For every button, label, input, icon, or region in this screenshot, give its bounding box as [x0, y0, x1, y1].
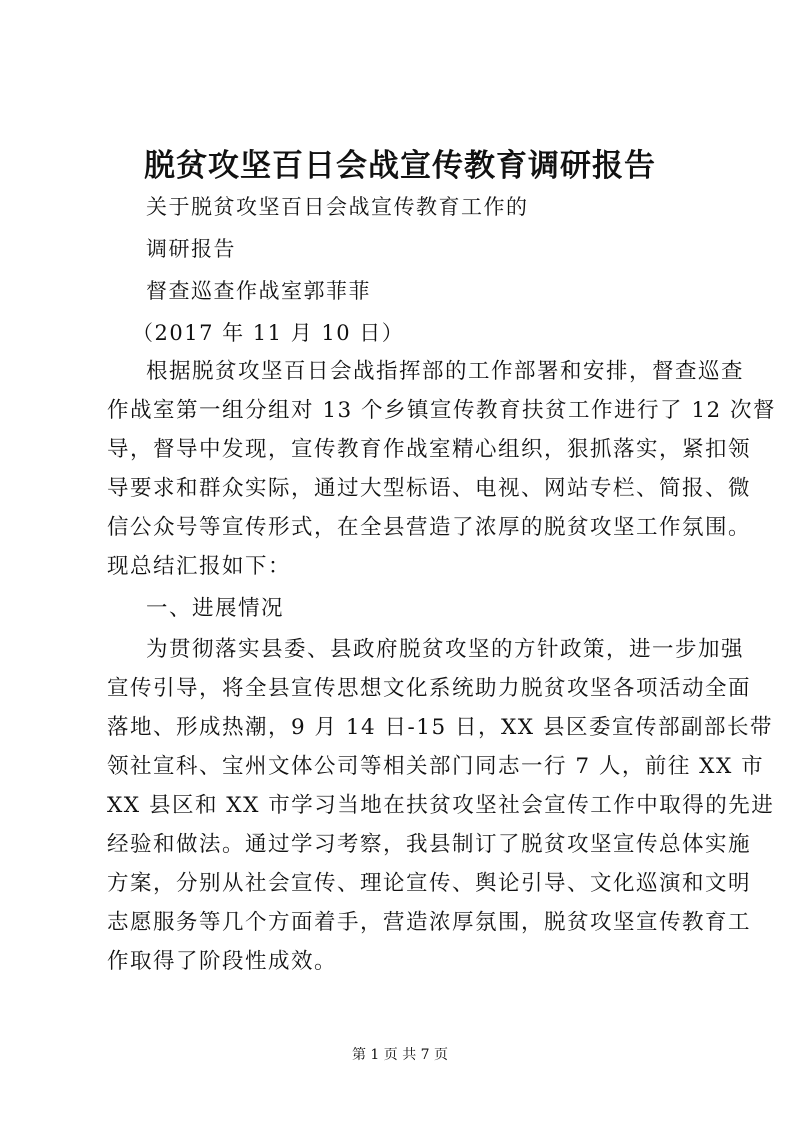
- section-1-heading: 一、进展情况: [146, 596, 285, 621]
- paragraph-1-line-1: 根据脱贫攻坚百日会战指挥部的工作部署和安排，督查巡查: [146, 359, 745, 384]
- paragraph-2-line-1: 为贯彻落实县委、县政府脱贫攻坚的方针政策，进一步加强: [146, 637, 745, 662]
- paragraph-2-line-6: 经验和做法。通过学习考察，我县制订了脱贫攻坚宣传总体实施: [107, 832, 752, 857]
- subtitle-line-2: 调研报告: [146, 237, 236, 261]
- author-line: 督查巡查作战室郭菲菲: [146, 279, 371, 303]
- paragraph-2-line-9: 作取得了阶段性成效。: [107, 949, 338, 974]
- page-footer: 第 1 页 共 7 页: [351, 1047, 449, 1063]
- paragraph-2-line-3: 落地、形成热潮，9 月 14 日-15 日，XX 县区委宣传部副部长带: [107, 715, 773, 740]
- paragraph-1-line-4: 导要求和群众实际，通过大型标语、电视、网站专栏、简报、微: [107, 476, 752, 501]
- paragraph-2-line-5: XX 县区和 XX 市学习当地在扶贫攻坚社会宣传工作中取得的先进: [107, 793, 775, 818]
- date-line: （2017 年 11 月 10 日）: [132, 321, 405, 345]
- paragraph-1-line-5: 信公众号等宣传形式，在全县营造了浓厚的脱贫攻坚工作氛围。: [107, 515, 752, 540]
- paragraph-2-line-4: 领社宣科、宝州文体公司等相关部门同志一行 7 人，前往 XX 市: [107, 754, 765, 779]
- paragraph-2-line-2: 宣传引导，将全县宣传思想文化系统助力脱贫攻坚各项活动全面: [107, 676, 752, 701]
- paragraph-1-line-6: 现总结汇报如下：: [107, 554, 292, 579]
- paragraph-2-line-8: 志愿服务等几个方面着手，营造浓厚氛围，脱贫攻坚宣传教育工: [107, 910, 752, 935]
- paragraph-2-line-7: 方案，分别从社会宣传、理论宣传、舆论引导、文化巡演和文明: [107, 871, 752, 896]
- subtitle-line-1: 关于脱贫攻坚百日会战宣传教育工作的: [146, 195, 529, 219]
- paragraph-1-line-2: 作战室第一组分组对 13 个乡镇宣传教育扶贫工作进行了 12 次督: [107, 398, 777, 423]
- document-title: 脱贫攻坚百日会战宣传教育调研报告: [144, 148, 656, 184]
- paragraph-1-line-3: 导，督导中发现，宣传教育作战室精心组织，狠抓落实，紧扣领: [107, 437, 752, 462]
